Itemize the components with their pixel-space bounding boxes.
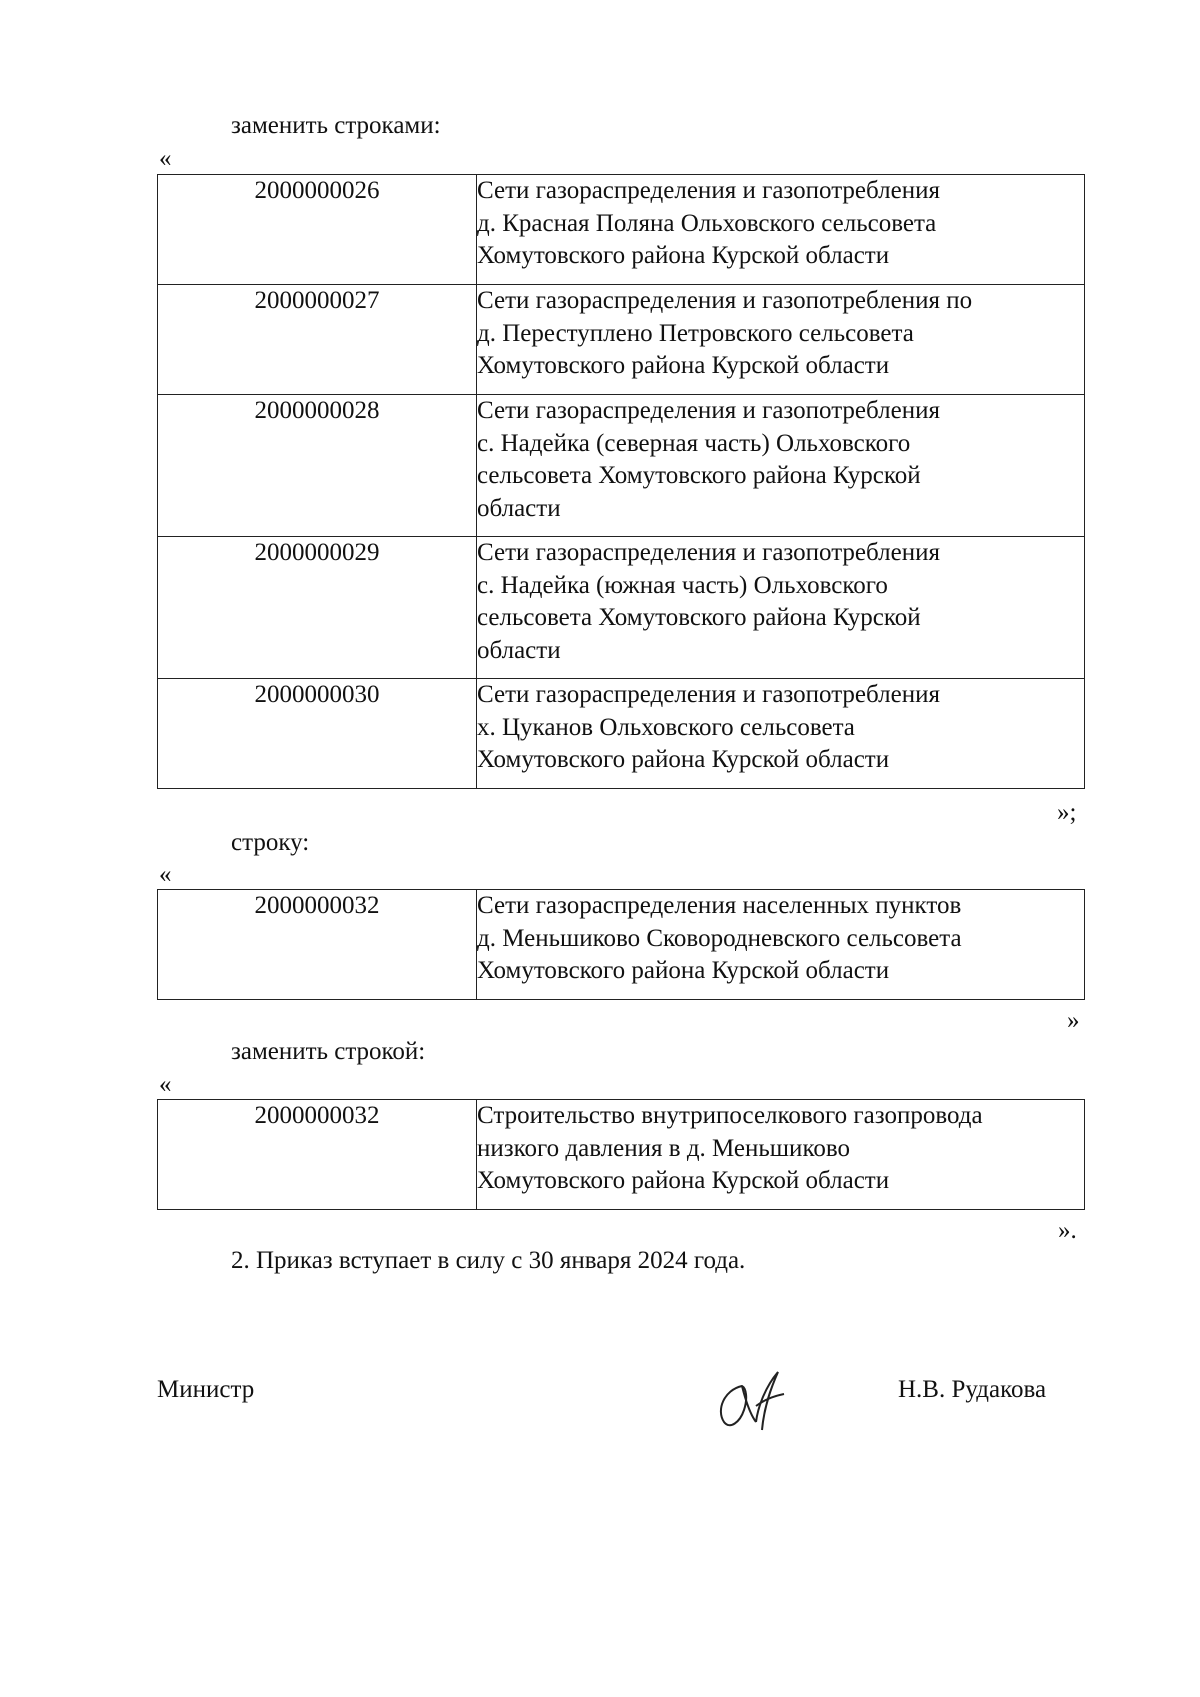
object-description: Сети газораспределения и газопотребления по д. Переступлено Петровского сельсовета Хомутовского района Курской области: [477, 285, 1085, 395]
object-code: 2000000032: [158, 890, 477, 1000]
table-row: [158, 679, 1085, 789]
object-description: Сети газораспределения и газопотребления с. Надейка (южная часть) Ольховского сельсовета Хомутовского района Курской области: [477, 537, 1085, 679]
table-replacement-row: [157, 1099, 1085, 1210]
table-row: [158, 1100, 1085, 1210]
object-code: 2000000030: [158, 679, 477, 789]
clause-effective-date: 2. Приказ вступает в силу с 30 января 2024 года.: [231, 1247, 746, 1274]
object-code: 2000000032: [158, 1100, 477, 1210]
handwritten-signature-icon: [712, 1366, 792, 1436]
object-description: Строительство внутрипоселкового газопровода низкого давления в д. Меньшиково Хомутовского района Курской области: [477, 1100, 1085, 1210]
table-row: [158, 285, 1085, 395]
table-new-rows: [157, 174, 1085, 789]
table-row: [158, 537, 1085, 679]
quote-open-1: «: [159, 145, 172, 172]
object-description: Сети газораспределения и газопотребления д. Красная Поляна Ольховского сельсовета Хомутовского района Курской области: [477, 175, 1085, 285]
table-old-row: [157, 889, 1085, 1000]
object-description: Сети газораспределения и газопотребления с. Надейка (северная часть) Ольховского сельсовета Хомутовского района Курской области: [477, 395, 1085, 537]
table-row: [158, 175, 1085, 285]
quote-open-2: «: [159, 861, 172, 888]
intro-replace-row: заменить строкой:: [231, 1038, 426, 1065]
quote-close-2: »: [1067, 1007, 1080, 1034]
quote-close-1: »;: [1057, 799, 1077, 826]
table-row: [158, 395, 1085, 537]
intro-replace-rows: заменить строками:: [231, 112, 441, 139]
object-description: Сети газораспределения населенных пунктов д. Меньшиково Сковородневского сельсовета Хомутовского района Курской области: [477, 890, 1085, 1000]
intro-row: строку:: [231, 829, 310, 856]
object-code: 2000000027: [158, 285, 477, 395]
object-code: 2000000029: [158, 537, 477, 679]
signatory-position: Министр: [157, 1376, 255, 1403]
table-row: [158, 890, 1085, 1000]
signatory-name: Н.В. Рудакова: [898, 1376, 1047, 1403]
quote-close-3: ».: [1058, 1217, 1077, 1244]
object-code: 2000000026: [158, 175, 477, 285]
object-code: 2000000028: [158, 395, 477, 537]
quote-open-3: «: [159, 1071, 172, 1098]
object-description: Сети газораспределения и газопотребления х. Цуканов Ольховского сельсовета Хомутовского района Курской области: [477, 679, 1085, 789]
